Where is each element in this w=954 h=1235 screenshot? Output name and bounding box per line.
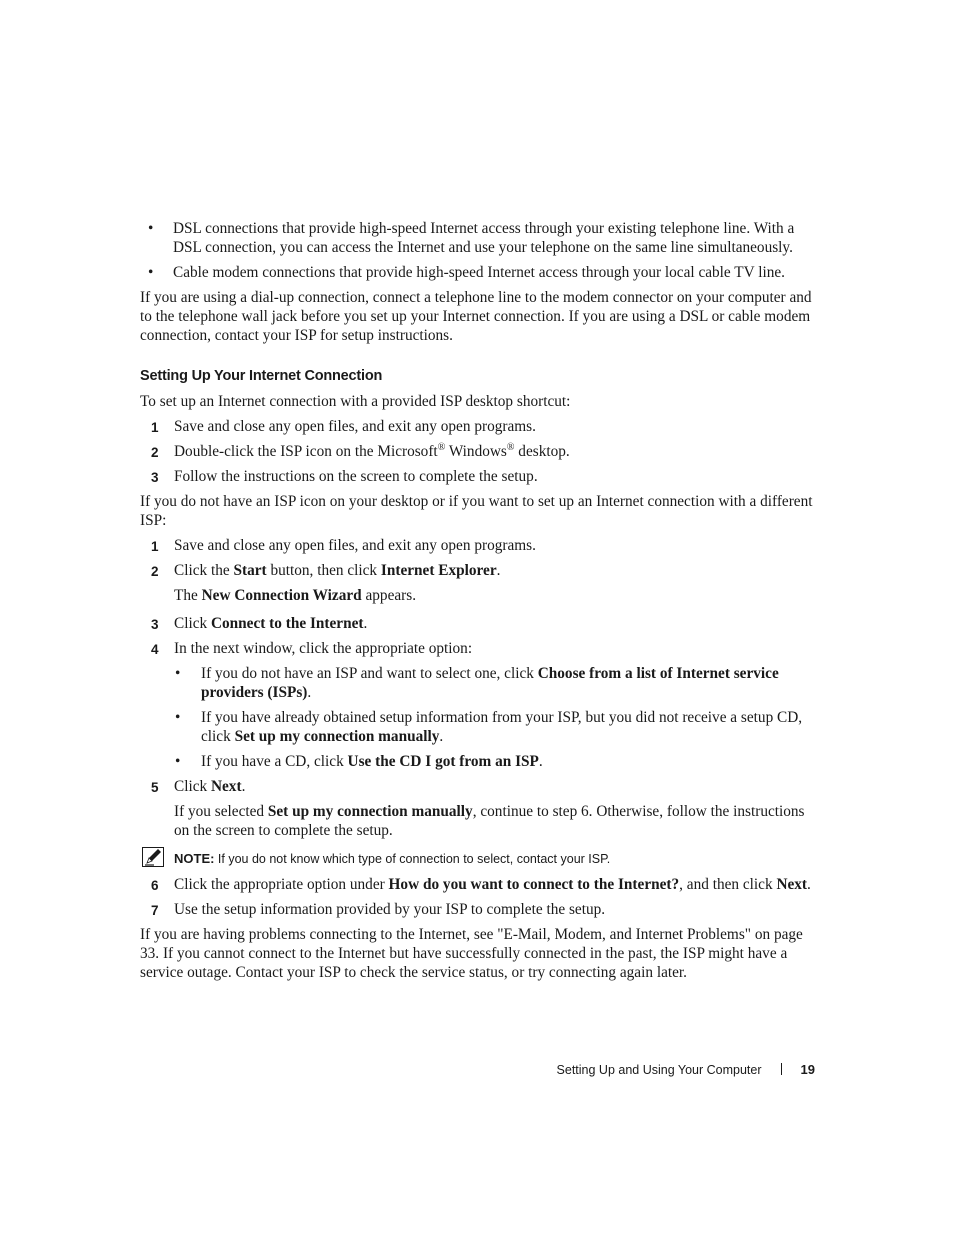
step-item: [140, 875, 816, 894]
step-text: Use the setup information provided by your ISP to complete the setup.: [174, 901, 606, 918]
step-item: [140, 536, 816, 555]
ui-term-choose-isp: Choose from a list of Internet service providers (ISPs): [201, 665, 779, 701]
ui-term-use-cd: Use the CD I got from an ISP: [347, 753, 539, 770]
option-text: If you have a CD, click: [201, 753, 348, 770]
section-heading: Setting Up Your Internet Connection: [140, 368, 383, 384]
step-text: , and then click: [679, 876, 777, 893]
ui-term-manual: Set up my connection manually: [234, 728, 440, 745]
step-detail: [140, 802, 816, 840]
bullet-text: Cable modem connections that provide high-speed Internet access through your local cable TV line.: [173, 264, 785, 281]
no-icon-intro: If you do not have an ISP icon on your desktop or if you want to set up an Internet connection with a different ISP:: [140, 493, 813, 529]
step-item: [140, 900, 816, 919]
step-text: Save and close any open files, and exit any open programs.: [174, 537, 536, 554]
step-number: 2: [151, 445, 159, 460]
shortcut-intro: To set up an Internet connection with a provided ISP desktop shortcut:: [140, 393, 571, 410]
footer-divider: [781, 1063, 782, 1075]
note-callout: [140, 849, 816, 869]
ui-term-manual: Set up my connection manually: [267, 803, 473, 820]
step-detail: [140, 586, 816, 605]
step-text: Save and close any open files, and exit any open programs.: [174, 418, 536, 435]
step-text: Windows: [445, 443, 507, 460]
step-item: [140, 639, 816, 658]
step-item: [140, 442, 816, 461]
page-footer: [557, 1062, 815, 1077]
ui-term-question: How do you want to connect to the Internet?: [388, 876, 680, 893]
option-item: [140, 664, 816, 702]
bullet-glyph: •: [148, 220, 154, 237]
page-number: 19: [800, 1062, 815, 1077]
registered-mark: ®: [437, 441, 446, 453]
ui-term-next: Next: [210, 778, 242, 795]
ui-term-next: Next: [776, 876, 808, 893]
bullet-glyph: •: [148, 264, 154, 281]
list-item: [140, 219, 816, 257]
step-item: [140, 467, 816, 486]
step-text: Double-click the ISP icon on the Microsoft: [174, 443, 438, 460]
ui-term-connect: Connect to the Internet: [210, 615, 364, 632]
step-item: [140, 614, 816, 633]
step-text: In the next window, click the appropriate option:: [174, 640, 473, 657]
step-number: 7: [151, 903, 159, 918]
step-item: [140, 561, 816, 580]
step-text: .: [241, 778, 246, 795]
step-text: .: [807, 876, 811, 893]
step-text: Click: [174, 778, 211, 795]
step-item: [140, 417, 816, 436]
pencil-icon: [142, 847, 164, 867]
option-text: If you have already obtained setup information from your ISP, but you did not receive a setup CD, click: [201, 709, 803, 745]
ui-term-start: Start: [233, 562, 267, 579]
step-text: button, then click: [266, 562, 381, 579]
bullet-text: DSL connections that provide high-speed Internet access through your existing telephone line. With a DSL connection, you can access the Internet and use your telephone on the same line simultaneously.: [173, 220, 795, 256]
step-number: 2: [151, 564, 159, 579]
step-text: Click the appropriate option under: [174, 876, 389, 893]
step-number: 6: [151, 878, 159, 893]
bullet-glyph: •: [175, 753, 181, 770]
step-number: 5: [151, 780, 159, 795]
intro-paragraph: If you are using a dial-up connection, connect a telephone line to the modem connector on your computer and to the telephone wall jack before you set up your Internet connection. If you are using a DSL or cable modem connection, contact your ISP for setup instructions.: [140, 289, 812, 344]
step-number: 3: [151, 617, 159, 632]
step-item: [140, 777, 816, 796]
ui-term-internet-explorer: Internet Explorer: [380, 562, 497, 579]
bullet-glyph: •: [175, 709, 181, 726]
option-text: .: [538, 753, 543, 770]
note-text: If you do not know which type of connection to select, contact your ISP.: [214, 852, 611, 866]
bullet-glyph: •: [175, 665, 181, 682]
option-text: .: [439, 728, 444, 745]
footer-section-title: Setting Up and Using Your Computer: [556, 1063, 762, 1077]
detail-text: appears.: [361, 587, 417, 604]
page-body: [140, 219, 816, 988]
step-number: 3: [151, 470, 159, 485]
step-text: Click: [174, 615, 211, 632]
step-number: 1: [151, 539, 159, 554]
note-label: NOTE:: [174, 851, 215, 866]
registered-mark: ®: [506, 441, 515, 453]
closing-paragraph: If you are having problems connecting to the Internet, see "E-Mail, Modem, and Internet Problems" on page 33. If you cannot connect to the Internet but have successfully connected in the past, the ISP might have a service outage. Contact your ISP to check the service status, or try connecting again later.: [140, 926, 803, 981]
step-text: Click the: [174, 562, 234, 579]
list-item: [140, 263, 816, 282]
ui-term-wizard: New Connection Wizard: [201, 587, 362, 604]
step-number: 1: [151, 420, 159, 435]
step-text: Follow the instructions on the screen to complete the setup.: [174, 468, 538, 485]
step-number: 4: [151, 642, 159, 657]
step-text: .: [363, 615, 368, 632]
step-text: desktop.: [514, 443, 570, 460]
detail-text: If you selected: [174, 803, 268, 820]
option-item: [140, 752, 816, 771]
option-text: .: [307, 684, 312, 701]
detail-text: The: [174, 587, 202, 604]
option-item: [140, 708, 816, 746]
detail-text: , continue to step 6. Otherwise, follow the instructions on the screen to complete the setup.: [174, 803, 805, 839]
step-text: .: [496, 562, 501, 579]
option-text: If you do not have an ISP and want to select one, click: [201, 665, 538, 682]
